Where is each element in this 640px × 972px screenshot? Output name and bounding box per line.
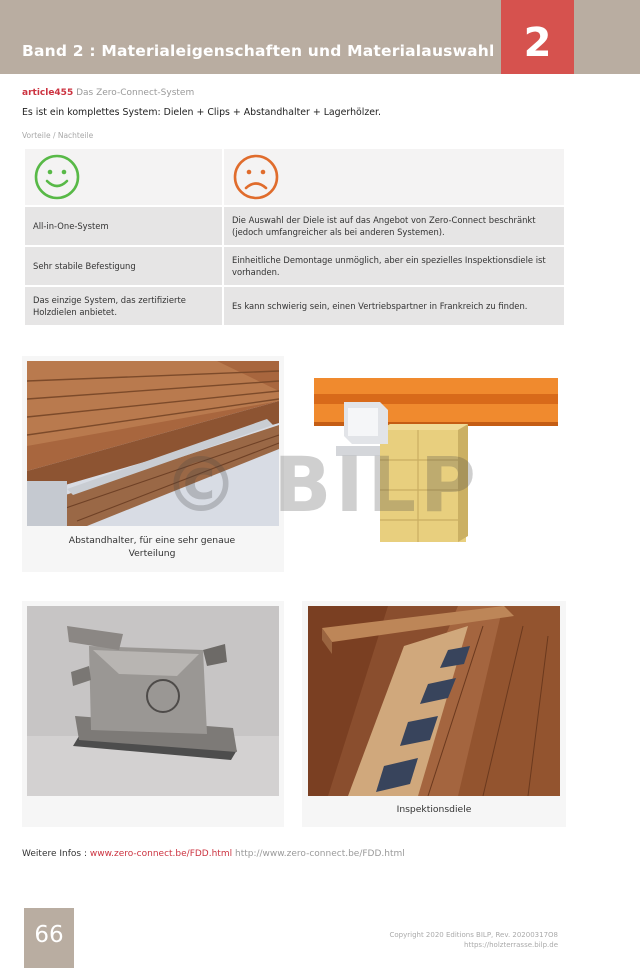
metal-clip-photo [27, 606, 279, 796]
spacer-caption: Abstandhalter, für eine sehr genaue Verteilung [68, 535, 236, 559]
pro-icon-cell [24, 148, 223, 206]
band-title: Band 2 : Materialeigenschaften und Materialauswahl [22, 42, 495, 60]
article-id: article455 [22, 88, 74, 98]
article-title: Das Zero-Connect-System [76, 88, 195, 98]
metal-clip-photo-frame [22, 601, 284, 827]
table-row [24, 246, 565, 286]
pro-cell: All-in-One-System [24, 206, 223, 246]
chapter-number: 2 [501, 0, 574, 74]
con-cell: Es kann schwierig sein, einen Vertriebspartner in Frankreich zu finden. [223, 286, 565, 326]
pros-cons-label: Vorteile / Nachteile [22, 131, 94, 140]
icon-row [24, 148, 565, 206]
sad-face-icon [232, 153, 280, 201]
happy-face-icon [33, 153, 81, 201]
pro-cell: Sehr stabile Befestigung [24, 246, 223, 286]
table-row [24, 286, 565, 326]
page-header [0, 0, 640, 74]
page-number: 66 [24, 908, 74, 968]
copyright-block [390, 930, 559, 950]
con-cell: Einheitliche Demontage unmöglich, aber ein spezielles Inspektionsdiele ist vorhanden. [223, 246, 565, 286]
zero-connect-url[interactable]: http://www.zero-connect.be/FDD.html [234, 849, 405, 859]
site-url[interactable]: https://holzterrasse.bilp.de [464, 941, 558, 949]
zero-connect-link[interactable]: www.zero-connect.be/FDD.html [89, 849, 233, 859]
pros-cons-table [23, 147, 566, 327]
table-row [24, 206, 565, 246]
inspection-board-photo [308, 606, 560, 796]
inspection-photo-frame [302, 601, 566, 827]
con-cell: Die Auswahl der Diele ist auf das Angebot von Zero-Connect beschränkt (jedoch umfangreicher als bei anderen Systemen). [223, 206, 565, 246]
more-info-line [22, 849, 405, 859]
copyright-watermark: © BILP [163, 440, 480, 529]
article-heading [22, 88, 194, 98]
con-icon-cell [223, 148, 565, 206]
pro-cell: Das einzige System, das zertifizierte Holzdielen anbietet. [24, 286, 223, 326]
inspection-caption: Inspektionsdiele [396, 804, 472, 815]
copyright-text: Copyright 2020 Editions BILP, Rev. 20200317O8 [389, 931, 558, 939]
more-info-label: Weitere Infos : [22, 849, 87, 859]
intro-text: Es ist ein komplettes System: Dielen + Clips + Abstandhalter + Lagerhölzer. [22, 107, 382, 118]
